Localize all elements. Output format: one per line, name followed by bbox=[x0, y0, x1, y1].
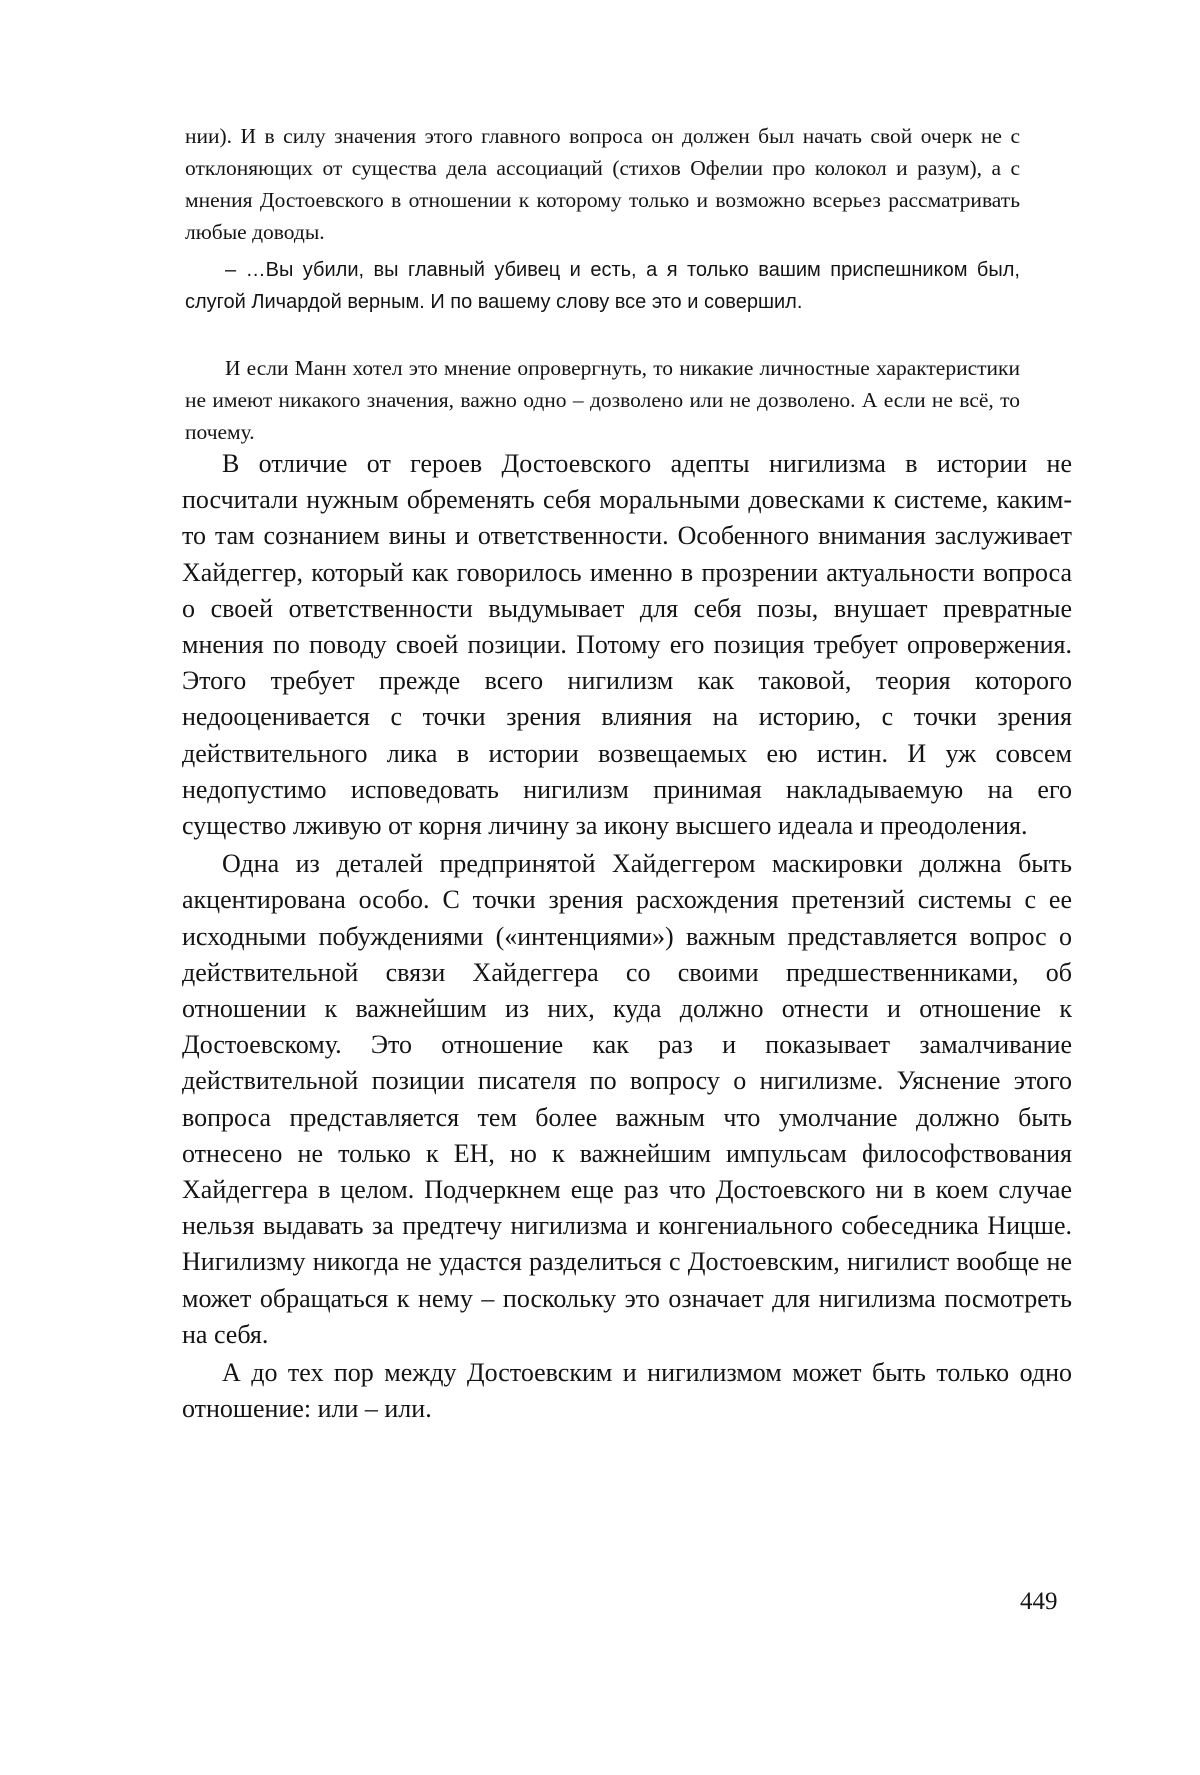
body-paragraph: Одна из деталей предпринятой Хайдеггером маскировки должна быть акцентирована особо. С точки зрения расхождения претензий системы с ее исходными побуждениями («интенциями») важным представляется вопрос о действительной связи Хайдеггера со своими предшественниками, об отношении к важнейшим из них, куда должно отнести и отношение к Достоевскому. Это отношение как раз и показывает замалчивание действительной позиции писателя по вопросу о нигилизме. Уяснение этого вопроса представляется тем более важным что умолчание должно быть отнесено не только к ЕН, но к важнейшим импульсам философствования Хайдеггера в целом. Подчеркнем еще раз что Достоевского ни в коем случае нельзя выдавать за предтечу нигилизма и конгениального собеседника Ницше. Нигилизму никогда не удастся разделиться с Достоевским, нигилист вообще не может обращаться к нему – поскольку это означает для нигилизма посмотреть на себя. bbox=[182, 849, 1072, 1349]
page-number: 449 bbox=[1020, 1588, 1058, 1615]
quoted-paragraph-2: И если Манн хотел это мнение опровергнуть, то никакие личностные характеристики не имеют никакого значения, важно одно – дозволено или не дозволено. А если не всё, то почему. bbox=[185, 356, 1020, 444]
main-text bbox=[182, 446, 1072, 1429]
quoted-text-block-2 bbox=[185, 352, 1020, 448]
body-paragraph: В отличие от героев Достоевского адепты нигилизма в истории не посчитали нужным обременять себя моральными довесками к системе, каким-то там сознанием вины и ответственности. Особенного внимания заслуживает Хайдеггер, который как говорилось именно в прозрении актуальности вопроса о своей ответственности выдумывает для себя позы, внушает превратные мнения по поводу своей позиции. Потому его позиция требует опровержения. Этого требует прежде всего нигилизм как таковой, теория которого недооценивается с точки зрения влияния на историю, с точки зрения действительного лика в истории возвещаемых ею истин. И уж совсем недопустимо исповедовать нигилизм принимая накладываемую на его существо лживую от корня личину за икону высшего идеала и преодоления. bbox=[182, 449, 1072, 841]
quoted-text-block bbox=[185, 120, 1020, 248]
dialogue-line: – …Вы убили, вы главный убивец и есть, а я только вашим приспешником был, слугой Личардой верным. И по вашему слову все это и совершил. bbox=[185, 259, 1020, 313]
dialogue-block bbox=[185, 254, 1020, 318]
quoted-paragraph: нии). И в силу значения этого главного вопроса он должен был начать свой очерк не с отклоняющих от существа дела ассоциаций (стихов Офелии про колокол и разум), а с мнения Достоевского в отношении к которому только и возможно всерьез рассматривать любые доводы. bbox=[185, 124, 1020, 244]
body-paragraph: А до тех пор между Достоевским и нигилизмом может быть только одно отношение: или – или. bbox=[182, 1358, 1072, 1424]
